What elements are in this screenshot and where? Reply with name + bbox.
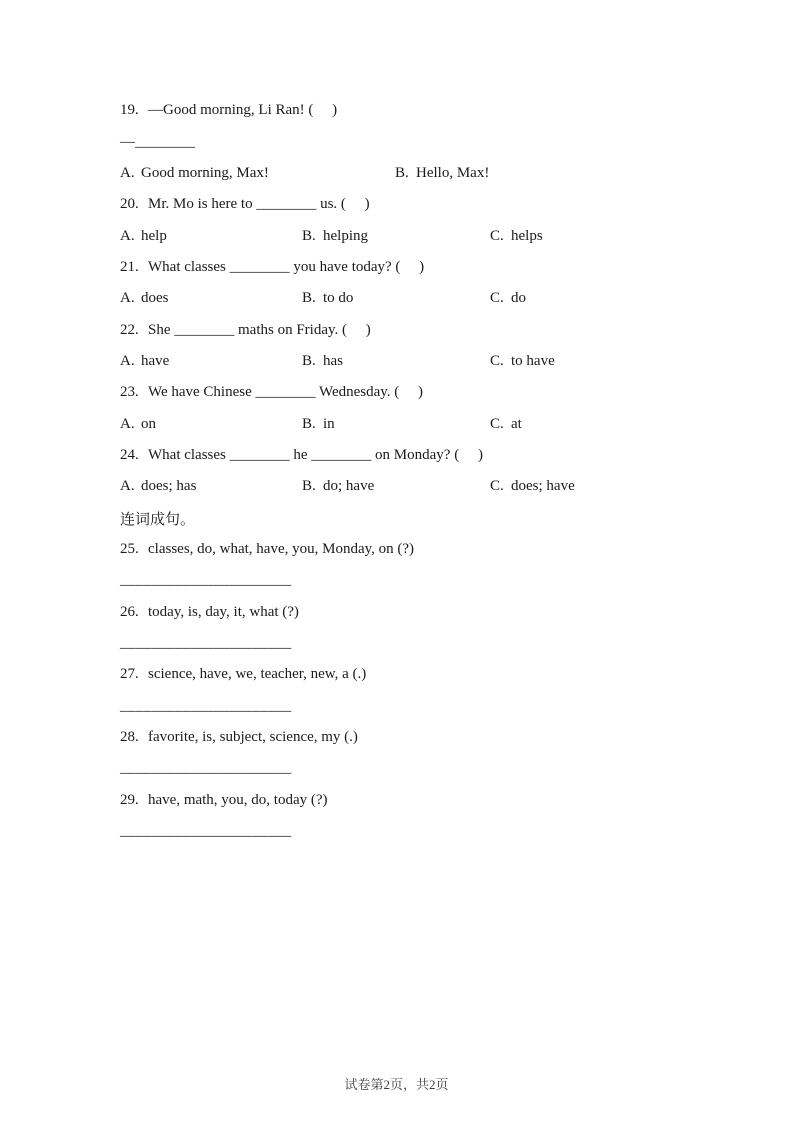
- option-letter: A.: [120, 478, 135, 495]
- mc-question-20-options: [120, 220, 763, 251]
- option-letter: A.: [120, 164, 135, 181]
- question-text: We have Chinese ________ Wednesday. ( ): [148, 384, 424, 401]
- answer-blank: ______________________: [120, 697, 292, 714]
- option-letter: B.: [302, 415, 316, 432]
- answer-blank-line-25: [120, 565, 763, 596]
- rearrange-question-25: [120, 534, 763, 565]
- option-letter: C.: [490, 415, 504, 432]
- mc-question-19-options: [120, 158, 763, 189]
- option-label: helping: [323, 227, 368, 244]
- question-text: —Good morning, Li Ran! ( ): [148, 102, 338, 119]
- question-text: What classes ________ he ________ on Monday? ( ): [148, 446, 483, 463]
- option-label: on: [141, 415, 156, 432]
- question-text: Mr. Mo is here to ________ us. ( ): [148, 196, 370, 213]
- option-label: to do: [323, 290, 354, 307]
- answer-blank: ______________________: [120, 572, 292, 589]
- mc-question-24: [120, 440, 763, 471]
- mc-question-23-options: [120, 408, 763, 439]
- option-b: [302, 353, 490, 370]
- option-a: [120, 290, 302, 307]
- section-heading: 连词成句。: [120, 511, 196, 528]
- option-a: [120, 478, 302, 495]
- question-number: 29.: [120, 791, 139, 808]
- option-letter: A.: [120, 227, 135, 244]
- option-label: does; has: [141, 478, 197, 495]
- option-label: help: [141, 227, 167, 244]
- option-a: [120, 416, 302, 433]
- question-text: What classes ________ you have today? ( ): [148, 258, 425, 275]
- answer-blank: ______________________: [120, 823, 292, 840]
- question-number: 22.: [120, 321, 139, 338]
- question-number: 20.: [120, 196, 139, 213]
- option-label: at: [511, 415, 522, 432]
- question-text: favorite, is, subject, science, my (.): [148, 729, 358, 746]
- option-letter: A.: [120, 352, 135, 369]
- question-number: 28.: [120, 729, 139, 746]
- answer-blank: ______________________: [120, 760, 292, 777]
- mc-question-20: [120, 189, 763, 220]
- question-text: science, have, we, teacher, new, a (.): [148, 666, 367, 683]
- mc-question-22-options: [120, 346, 763, 377]
- question-number: 27.: [120, 666, 139, 683]
- question-text: She ________ maths on Friday. ( ): [148, 321, 371, 338]
- question-number: 23.: [120, 384, 139, 401]
- option-c: [490, 416, 763, 433]
- mc-question-21: [120, 252, 763, 283]
- option-b: [302, 290, 490, 307]
- test-paper-content: [120, 95, 763, 847]
- option-label: have: [141, 352, 170, 369]
- question-text: have, math, you, do, today (?): [148, 791, 328, 808]
- option-label: to have: [511, 352, 555, 369]
- option-label: in: [323, 415, 335, 432]
- option-a: [120, 228, 302, 245]
- rearrange-question-27: [120, 659, 763, 690]
- option-c: [490, 353, 763, 370]
- option-b: [302, 416, 490, 433]
- option-letter: A.: [120, 290, 135, 307]
- option-c: [490, 290, 763, 307]
- option-letter: B.: [302, 478, 316, 495]
- option-b: [395, 165, 763, 182]
- option-letter: C.: [490, 352, 504, 369]
- option-label: Good morning, Max!: [141, 164, 269, 181]
- question-text: classes, do, what, have, you, Monday, on (?): [148, 540, 415, 557]
- answer-blank-line-26: [120, 628, 763, 659]
- option-label: do; have: [323, 478, 375, 495]
- mc-question-23: [120, 377, 763, 408]
- option-b: [302, 228, 490, 245]
- answer-blank-line-29: [120, 816, 763, 847]
- question-number: 19.: [120, 102, 139, 119]
- rearrange-question-29: [120, 785, 763, 816]
- mc-question-22: [120, 314, 763, 345]
- page-footer: 试卷第2页，共2页: [344, 1077, 449, 1092]
- mc-question-19-reply-blank: [120, 126, 763, 157]
- question-number: 24.: [120, 446, 139, 463]
- option-letter: B.: [302, 227, 316, 244]
- option-a: [120, 165, 395, 182]
- reply-blank-text: —________: [120, 133, 195, 150]
- section-heading-line: [120, 502, 763, 533]
- option-label: does; have: [511, 478, 575, 495]
- option-letter: A.: [120, 415, 135, 432]
- rearrange-question-26: [120, 597, 763, 628]
- option-label: does: [141, 290, 169, 307]
- question-number: 21.: [120, 258, 139, 275]
- answer-blank-line-27: [120, 691, 763, 722]
- question-number: 25.: [120, 540, 139, 557]
- answer-blank-line-28: [120, 753, 763, 784]
- question-text: today, is, day, it, what (?): [148, 603, 299, 620]
- mc-question-24-options: [120, 471, 763, 502]
- mc-question-21-options: [120, 283, 763, 314]
- question-number: 26.: [120, 603, 139, 620]
- rearrange-question-28: [120, 722, 763, 753]
- option-a: [120, 353, 302, 370]
- option-letter: B.: [302, 352, 316, 369]
- option-letter: B.: [395, 164, 409, 181]
- mc-question-19: [120, 95, 763, 126]
- option-label: Hello, Max!: [416, 164, 490, 181]
- option-letter: B.: [302, 290, 316, 307]
- option-label: do: [511, 290, 526, 307]
- option-letter: C.: [490, 227, 504, 244]
- option-letter: C.: [490, 290, 504, 307]
- answer-blank: ______________________: [120, 635, 292, 652]
- option-c: [490, 478, 763, 495]
- option-letter: C.: [490, 478, 504, 495]
- option-label: helps: [511, 227, 543, 244]
- option-c: [490, 228, 763, 245]
- option-label: has: [323, 352, 343, 369]
- option-b: [302, 478, 490, 495]
